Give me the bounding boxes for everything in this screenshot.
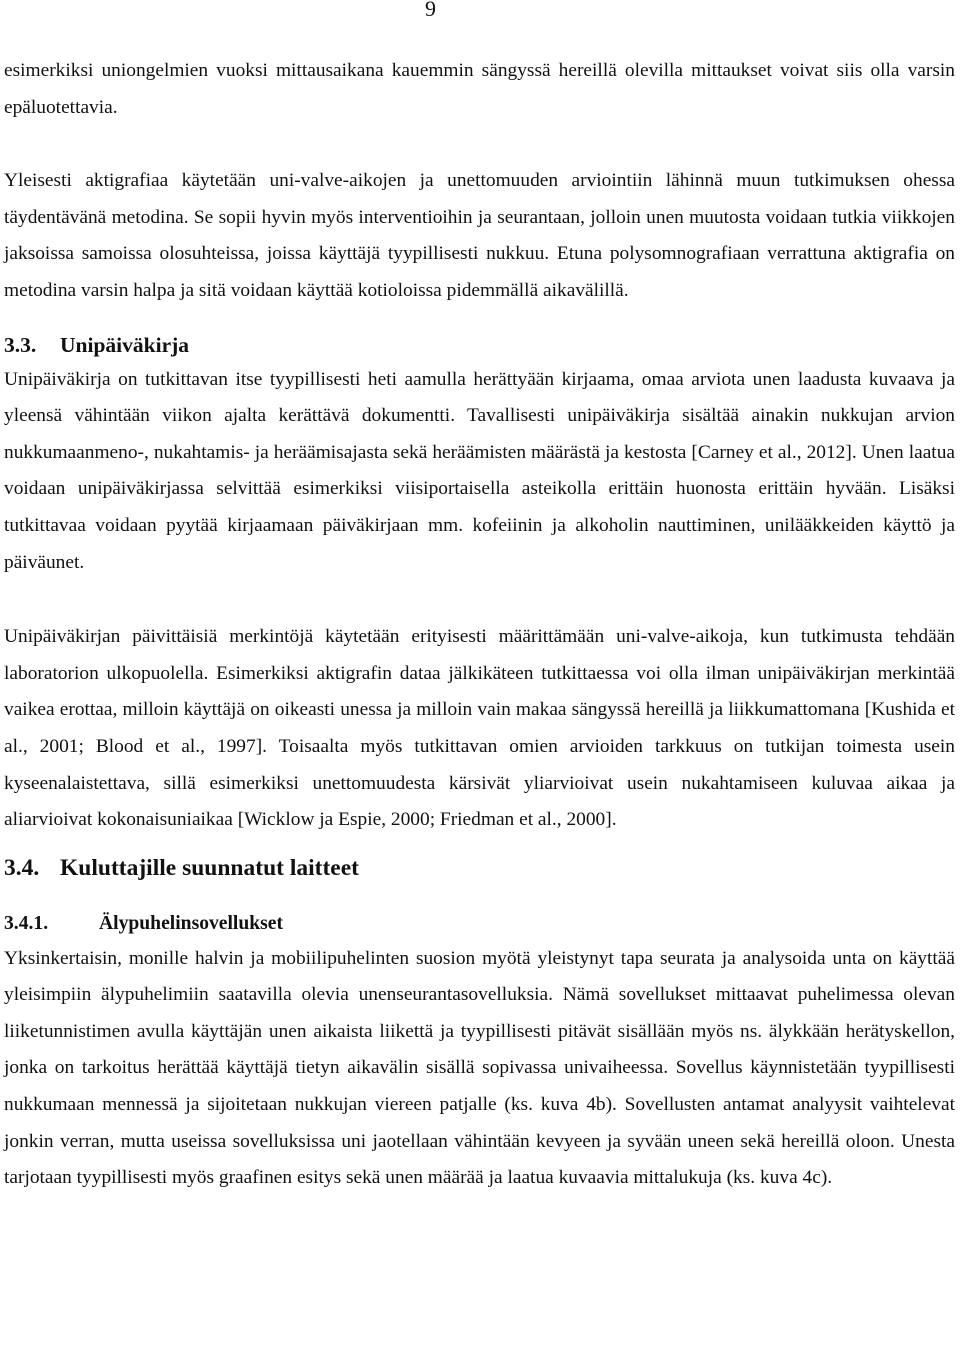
paragraph-smartphone-apps: Yksinkertaisin, monille halvin ja mobiilipuhelinten suosion myötä yleistynyt tapa seurata ja analysoida unta on käyttää yleisimpiin älypuhelimiin saatavilla olevia unenseurantasovelluksia. Nämä sovellukset mittaavat puhelimessa olevan liiketunnistimen avulla käyttäjän unen aikaista liikettä ja tyypillisesti pitävät sisällään myös ns. älykkään herätyskellon, jonka on tarkoitus herättää käyttäjä tietyn aikavälin sisällä sopivassa univaiheessa. Sovellus käynnistetään tyypillisesti nukkumaan mennessä ja sijoitetaan nukkujan viereen patjalle (ks. kuva 4b). Sovellusten antamat analyysit vaihtelevat jonkin verran, mutta useissa sovelluksissa uni jaotellaan vähintään kevyeen ja syvään uneen sekä hereillä oloon. Unesta tarjotaan tyypillisesti myös graafinen esitys sekä unen määrää ja laatua kuvaavia mittalukuja (ks. kuva 4c).	[4, 947, 955, 1189]
heading-section-3-4-1	[4, 907, 955, 941]
heading-title: Unipäiväkirja	[60, 332, 190, 357]
heading-number: 3.4.	[4, 854, 40, 881]
page-content	[4, 53, 955, 1197]
paragraph-intro-continuation: esimerkiksi uniongelmien vuoksi mittausaikana kauemmin sängyssä hereillä olevilla mittaukset voivat siis olla varsin epäluotettavia.	[4, 60, 955, 118]
heading-section-3-4	[4, 849, 955, 887]
paragraph-sleep-diary-definition: Unipäiväkirja on tutkittavan itse tyypillisesti heti aamulla herättyään kirjaama, omaa arviota unen laadusta kuvaava ja yleensä vähintään viikon ajalta kerättävä dokumentti. Tavallisesti unipäiväkirja sisältää ainakin nukkujan arvion nukkumaanmeno-, nukahtamis- ja heräämisajasta sekä heräämisten määrästä ja kestosta [Carney et al., 2012]. Unen laatua voidaan unipäiväkirjassa selvittää esimerkiksi viisiportaisella asteikolla erittäin huonosta erittäin hyvään. Lisäksi tutkittavaa voidaan pyytää kirjaamaan päiväkirjaan mm. kofeiinin ja alkoholin nauttiminen, unilääkkeiden käyttö ja päiväunet.	[4, 368, 955, 573]
paragraph-sleep-diary-usage: Unipäiväkirjan päivittäisiä merkintöjä käytetään erityisesti määrittämään uni-valve-aikoja, kun tutkimusta tehdään laboratorion ulkopuolella. Esimerkiksi aktigrafin dataa jälkikäteen tutkittaessa voi olla ilman unipäiväkirjan merkintää vaikea erottaa, milloin käyttäjä on oikeasti unessa ja milloin vain makaa sängyssä hereillä ja liikkumattomana [Kushida et al., 2001; Blood et al., 1997]. Toisaalta myös tutkittavan omien arvioiden tarkkuus on tutkijan toimesta usein kyseenalaistettava, sillä esimerkiksi unettomuudesta kärsivät yliarvioivat usein nukahtamiseen kuluvaa aikaa ja aliarvioivat kokonaisuniaikaa [Wicklow ja Espie, 2000; Friedman et al., 2000].	[4, 626, 955, 831]
paragraph-actigraphy-usage: Yleisesti aktigrafiaa käytetään uni-valve-aikojen ja unettomuuden arviointiin lähinnä muun tutkimuksen ohessa täydentävänä metodina. Se sopii hyvin myös interventioihin ja seurantaan, jolloin unen muutosta voidaan tutkia viikkojen jaksoissa samoissa olosuhteissa, joissa käyttäjä tyypillisesti nukkuu. Etuna polysomnografiaan verrattuna aktigrafia on metodina varsin halpa ja sitä voidaan käyttää kotioloissa pidemmällä aikavälillä.	[4, 170, 955, 301]
heading-number: 3.4.1.	[4, 912, 49, 934]
heading-number: 3.3.	[4, 332, 37, 357]
heading-section-3-3	[4, 328, 955, 362]
page-number: 9	[425, 0, 436, 21]
heading-title: Kuluttajille suunnatut laitteet	[60, 854, 359, 881]
heading-title: Älypuhelinsovellukset	[99, 912, 284, 934]
